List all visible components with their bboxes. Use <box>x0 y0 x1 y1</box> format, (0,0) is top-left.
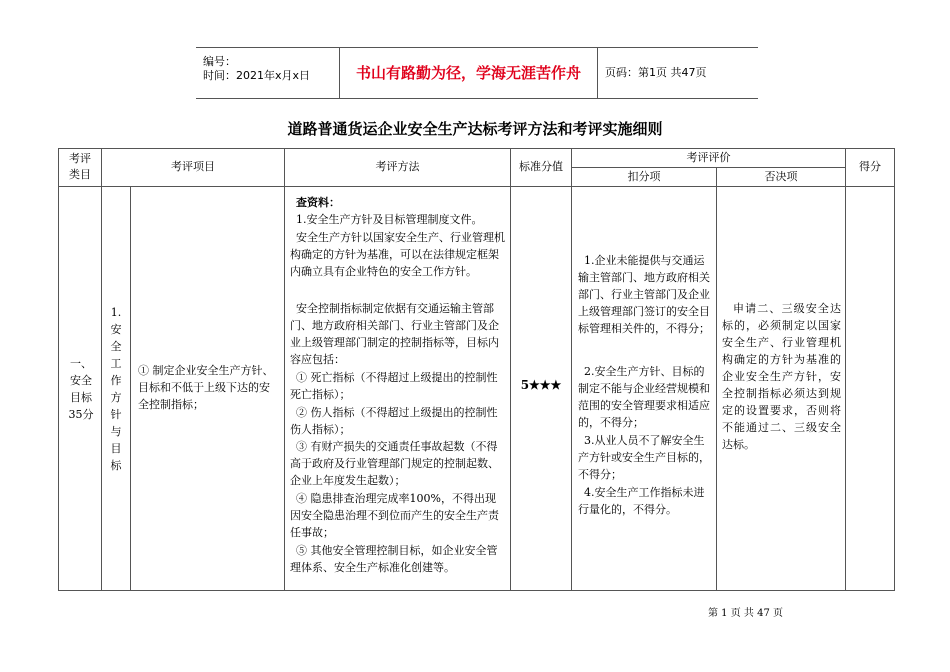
item-detail: ① 制定企业安全生产方针、目标和不低于上级下达的安全控制指标； <box>138 364 274 411</box>
page-label: 页码：第1页 共47页 <box>605 66 707 79</box>
page-footer: 第 1 页 共 47 页 <box>708 608 783 619</box>
standard-score: 5★★★ <box>520 378 562 392</box>
header-category: 考评 类目 <box>69 152 91 181</box>
sub-item-cell: 1. 安 全 工 作 方 针 与 目 标 <box>110 306 122 472</box>
deduction-line-2: 2.安全生产方针、目标的制定不能与企业经营规模和范围的安全管理要求相适应的，不得分； <box>578 365 710 429</box>
time-label: 时间：2021年x月x日 <box>203 69 311 82</box>
header-item: 考评项目 <box>171 160 215 173</box>
header-evaluation: 考评评价 <box>686 151 731 164</box>
method-line-5: ② 伤人指标（不得超过上级提出的控制性伤人指标）； <box>290 406 498 436</box>
method-line-6: ③ 有财产损失的交通责任事故起数（不得高于政府及行业管理部门规定的控制起数、企业上年度发生起数）； <box>290 440 499 487</box>
document-header <box>196 47 758 99</box>
page-title: 道路普通货运企业安全生产达标考评方法和考评实施细则 <box>287 120 663 138</box>
deduction-line-4: 4.安全生产工作指标未进行量化的，不得分。 <box>578 486 705 516</box>
method-line-4: ① 死亡指标（不得超过上级提出的控制性死亡指标）； <box>290 371 498 401</box>
method-line-2: 安全生产方针以国家安全生产、行业管理机构确定的方针为基准，可以在法律规定框架内确立具有企业特色的安全工作方针。 <box>290 231 505 278</box>
method-line-7: ④ 隐患排查治理完成率100%，不得出现因安全隐患治理不到位而产生的安全生产责任事故； <box>290 492 499 539</box>
deduction-line-1: 1.企业未能提供与交通运输主管部门、地方政府相关部门、行业主管部门及企业上级管理部门签订的安全目标管理相关件的，不得分； <box>578 254 710 335</box>
method-line-8: ⑤ 其他安全管理控制目标，如企业安全管理体系、安全生产标准化创建等。 <box>290 544 498 574</box>
header-deduction: 扣分项 <box>627 170 661 183</box>
deduction-line-3: 3.从业人员不了解安全生产方针或安全生产目标的，不得分； <box>578 434 710 481</box>
method-line-3: 安全控制指标制定依据有交通运输主管部门、地方政府相关部门、行业主管部门及企业上级管理部门制定的控制指标等，目标内容应包括： <box>290 302 499 366</box>
method-heading: 查资料： <box>296 196 340 209</box>
number-label: 编号： <box>203 55 236 68</box>
veto-cell: 申请二、三级安全达标的，必须制定以国家安全生产、行业管理机构确定的方针为基准的企业安全生产方针，安全控制指标必须达到规定的设置要求，否则将不能通过二、三级安全达标。 <box>722 302 841 451</box>
category-cell: 一、 安全 目标 35分 <box>68 357 94 421</box>
header-standard: 标准分值 <box>519 160 563 173</box>
motto: 书山有路勤为径，学海无涯苦作舟 <box>340 48 598 98</box>
header-veto: 否决项 <box>764 170 798 183</box>
header-score: 得分 <box>859 160 881 173</box>
method-line-1: 1.安全生产方针及目标管理制度文件。 <box>296 213 483 226</box>
header-method: 考评方法 <box>375 160 420 173</box>
header-meta <box>196 48 340 98</box>
